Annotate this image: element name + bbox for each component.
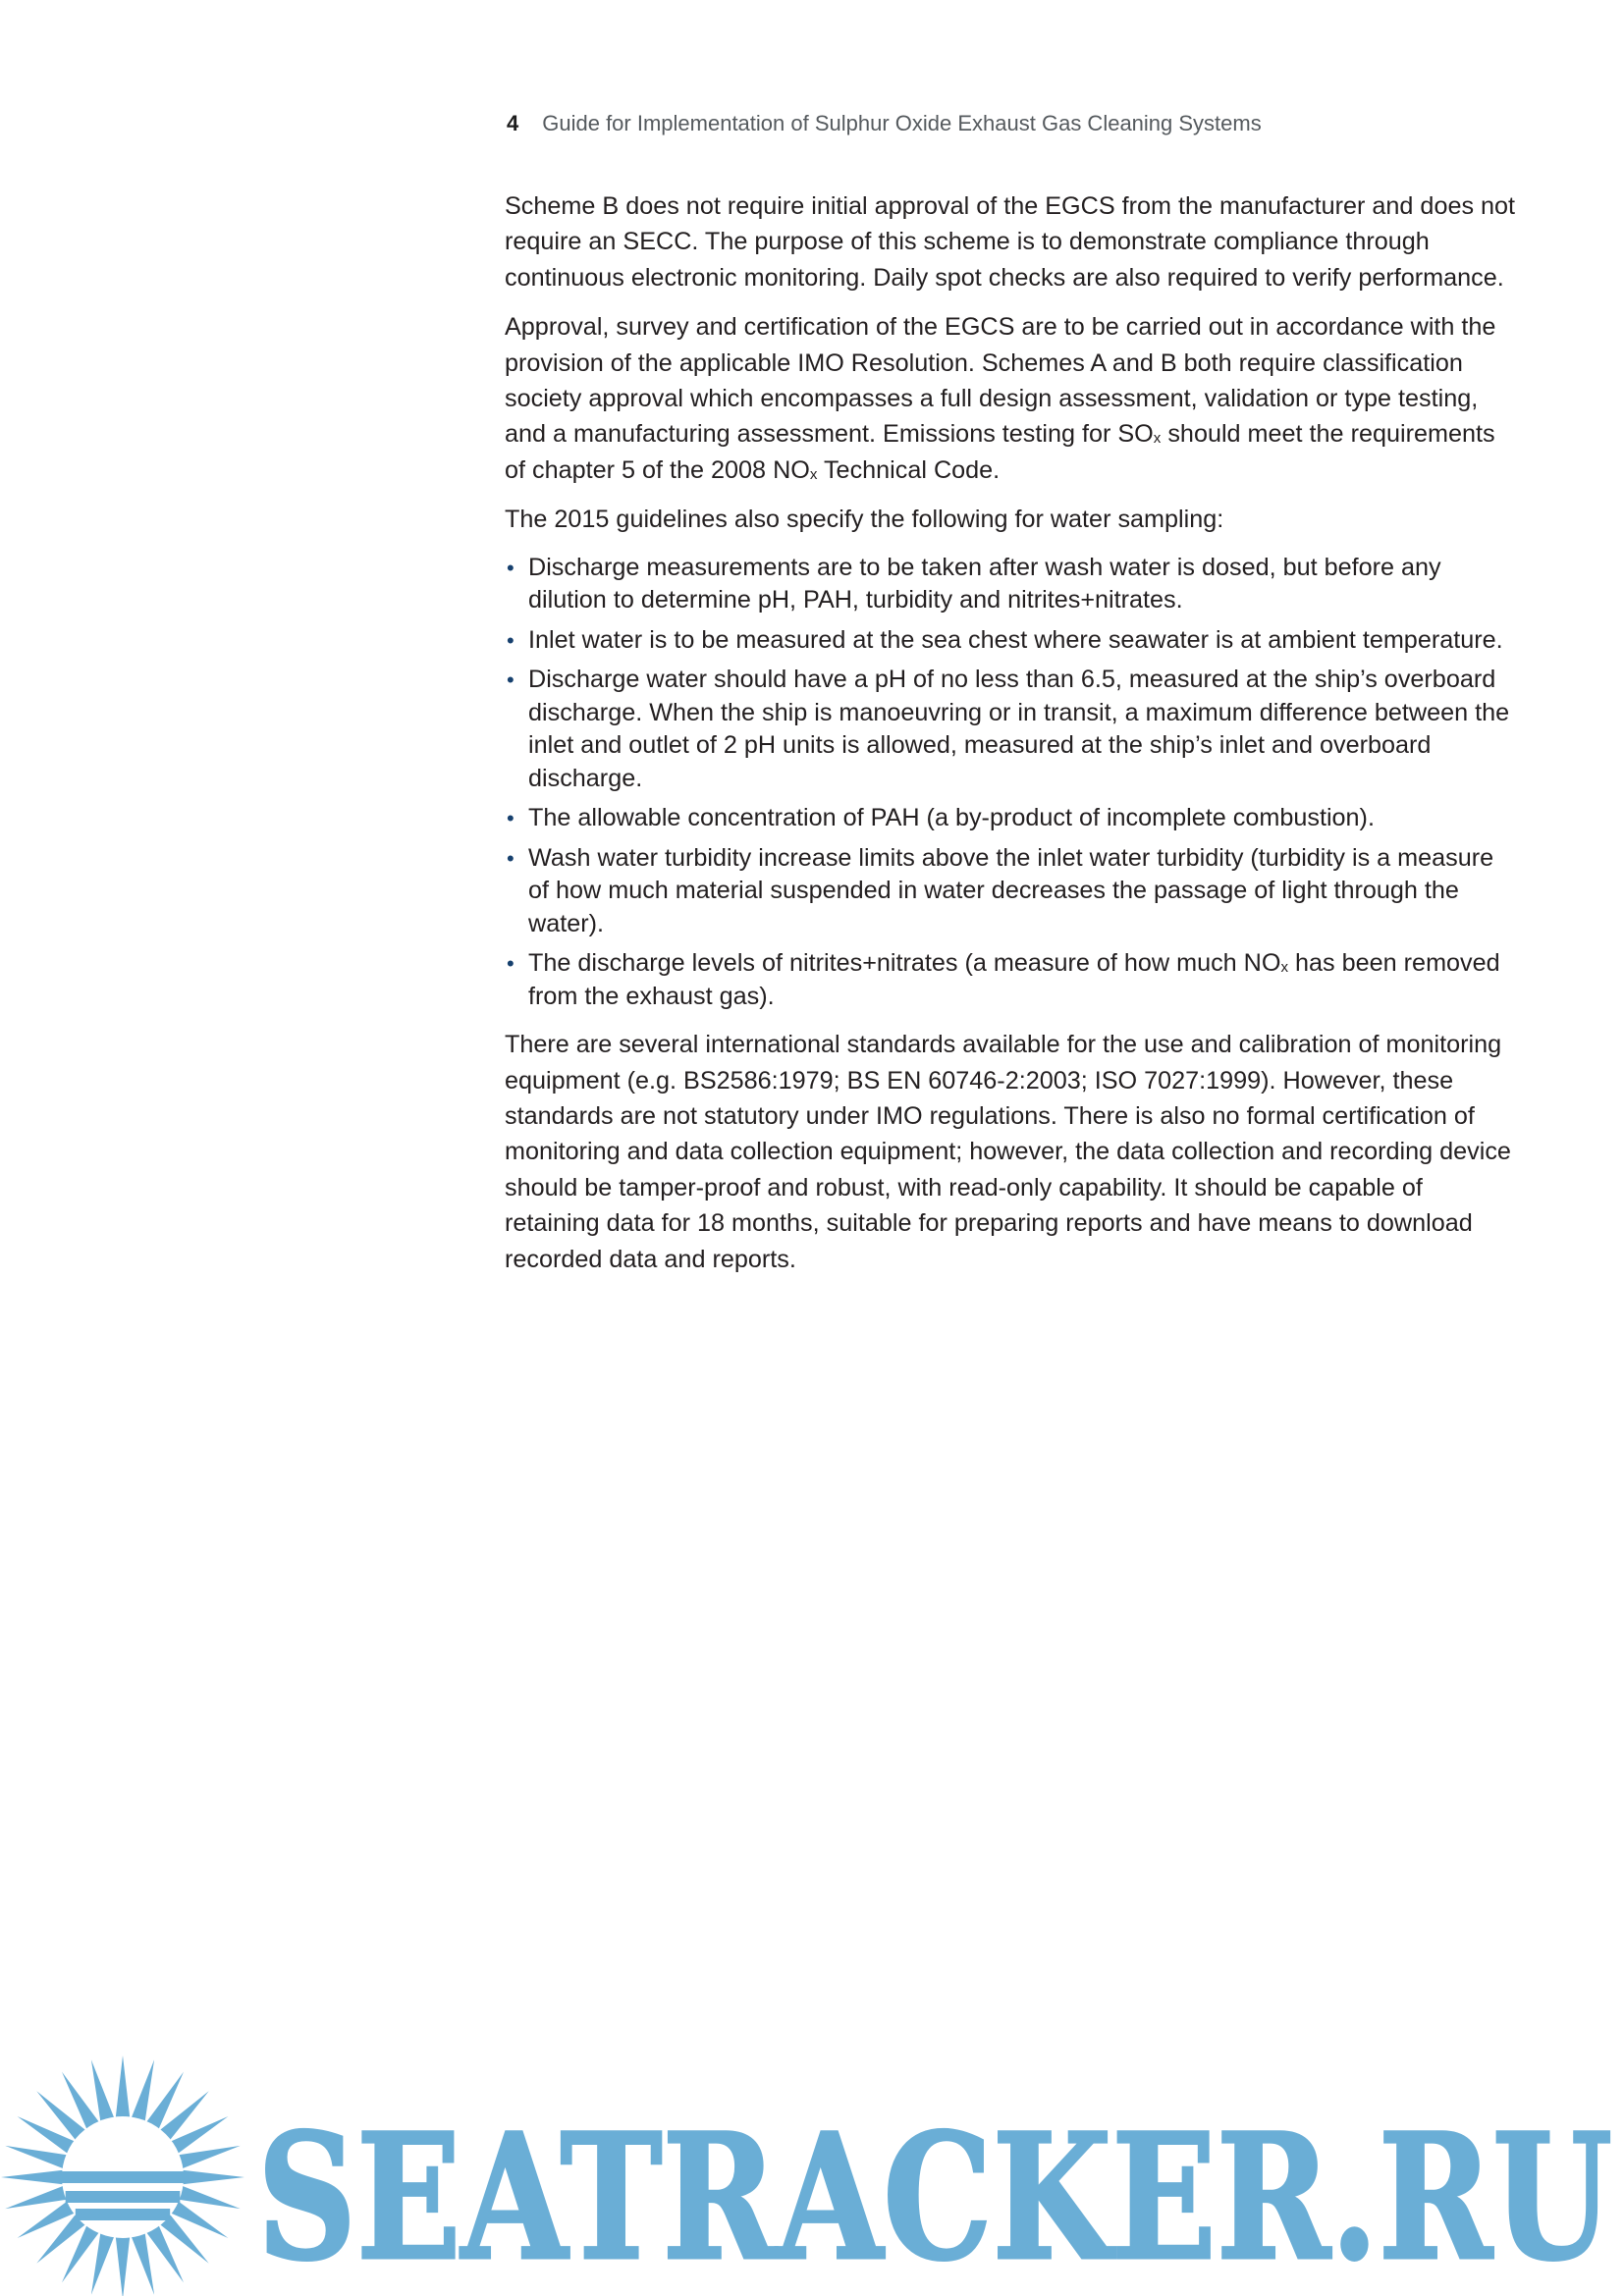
main-content [505, 188, 1516, 1291]
water-sampling-list [505, 552, 1516, 1014]
list-item: • The discharge levels of nitrites+nitrates (a measure of how much $NO_x$ has been removed from the exhaust gas). [507, 949, 1500, 1010]
paragraph-scheme-b: Scheme B does not require initial approval of the EGCS from the manufacturer and does not require an SECC. The purpose of this scheme is to demonstrate compliance through continuous electronic monitoring. Daily spot checks are also required to verify performance. [505, 192, 1516, 292]
paragraph-approval: Approval, survey and certification of the EGCS are to be carried out in accordance with the provision of the applicable IMO Resolution. Schemes A and B both require classification society approval which encompasses a full design assessment, validation or type testing, and a manufacturing assessment. Emissions testing for $SO_x$ should meet the requirements of chapter 5 of the 2008 $NO_x$ Technical Code. [505, 313, 1496, 484]
document-title: Guide for Implementation of Sulphur Oxide Exhaust Gas Cleaning Systems [542, 111, 1262, 135]
list-item: • Wash water turbidity increase limits above the inlet water turbidity (turbidity is a measure of how much material suspended in water decreases the passage of light through the water). [507, 843, 1494, 937]
sea-wave [66, 2191, 181, 2203]
bullet-icon: • [507, 806, 514, 831]
sun-logo-icon [1, 2056, 244, 2296]
bullet-icon: • [507, 845, 514, 871]
page-header [507, 111, 1262, 136]
page-number: 4 [507, 111, 519, 135]
sea-wave [62, 2171, 184, 2183]
list-item: • The allowable concentration of PAH (a by-product of incomplete combustion). [505, 802, 1516, 835]
bullet-icon: • [507, 667, 514, 693]
seatracker-watermark [0, 2052, 1624, 2296]
list-item: • Inlet water is to be measured at the sea chest where seawater is at ambient temperature. [505, 624, 1516, 658]
watermark-text: SEATRACKER.RU [257, 2096, 1612, 2296]
sea-wave [76, 2209, 170, 2220]
list-item: • Discharge measurements are to be taken after wash water is dosed, but before any dilution to determine pH, PAH, turbidity and nitrites+nitrates. [507, 553, 1441, 614]
paragraph-guidelines-intro: The 2015 guidelines also specify the following for water sampling: [505, 506, 1224, 534]
bullet-icon: • [507, 555, 514, 580]
bullet-icon: • [507, 627, 514, 653]
paragraph-standards: There are several international standards available for the use and calibration of monitoring equipment (e.g. BS2586:1979; BS EN 60746-2:2003; ISO 7027:1999). However, these standards are not statutory under IMO regulations. There is also no formal certification of monitoring and data collection equipment; however, the data collection and recording device should be tamper-proof and robust, with read-only capability. It should be capable of retaining data for 18 months, suitable for preparing reports and have means to download recorded data and reports. [505, 1031, 1511, 1273]
bullet-icon: • [507, 951, 514, 977]
list-item: • Discharge water should have a pH of no less than 6.5, measured at the ship’s overboard discharge. When the ship is manoeuvring or in transit, a maximum difference between the inlet and outlet of 2 pH units is allowed, measured at the ship’s inlet and overboard discharge. [507, 666, 1510, 792]
